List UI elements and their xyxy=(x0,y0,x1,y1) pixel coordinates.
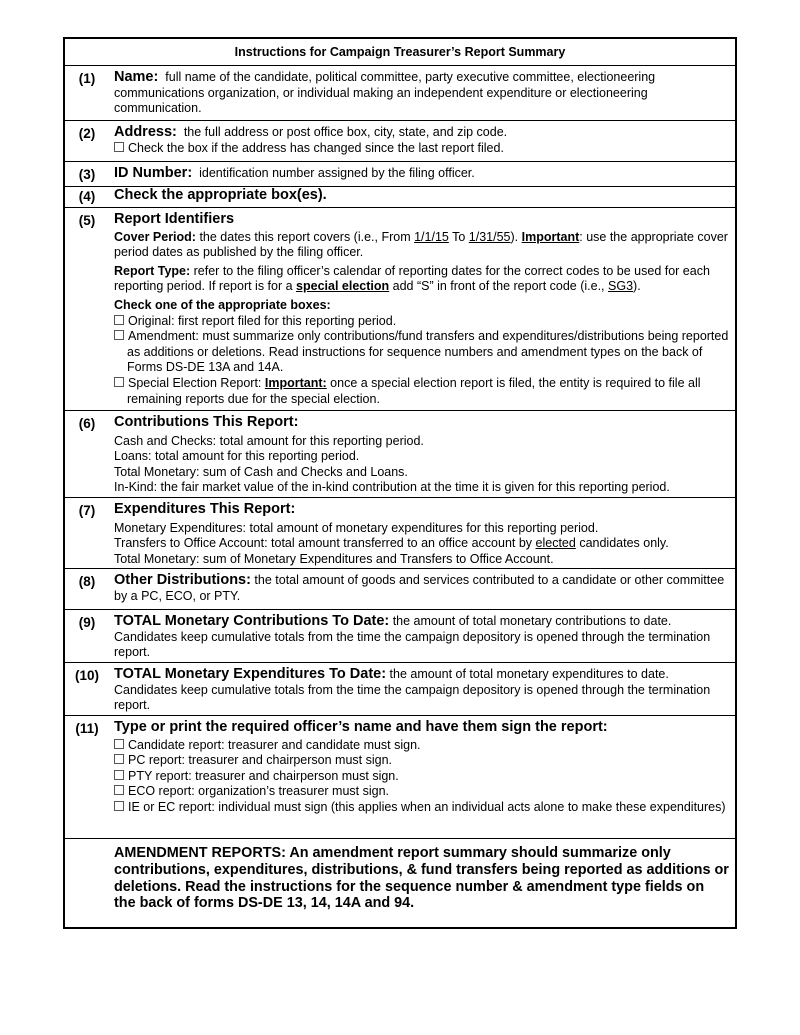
row-report-identifiers xyxy=(65,208,735,411)
row-body xyxy=(109,663,735,715)
row-body xyxy=(109,498,735,568)
row-expenditures xyxy=(65,498,735,569)
expenditure-line: Transfers to Office Account: total amount transferred to an office account by xyxy=(114,536,536,551)
important-label: Important: xyxy=(264,375,327,390)
row-text: the total amount of goods and services contributed to a candidate or other committee by a PC, ECO, or PTY. xyxy=(114,573,725,603)
row-number-empty xyxy=(65,839,109,927)
signature-option: ECO report: organization’s treasurer must sign. xyxy=(128,784,389,799)
contribution-line: In-Kind: the fair market value of the in-kind contribution at the time it is given for this reporting period. xyxy=(114,480,670,495)
row-text: identification number assigned by the filing officer. xyxy=(199,166,475,180)
cover-period-text: : use the appropriate cover period dates as published by the filing officer. xyxy=(114,229,728,260)
checkbox-icon xyxy=(114,770,124,780)
row-label: Type or print the required officer’s name and have them sign the report: xyxy=(114,719,608,735)
row-number: (6) xyxy=(78,416,96,431)
row-text: the amount of total monetary contributions to date. Candidates keep cumulative totals from the time the campaign depository is opened through the termination report. xyxy=(114,614,711,660)
row-label: ID Number: xyxy=(114,165,193,181)
row-label: Contributions This Report: xyxy=(114,414,299,430)
row-total-expenditures xyxy=(65,663,735,716)
contribution-line: Loans: total amount for this reporting period. xyxy=(114,449,360,464)
row-body xyxy=(109,162,735,186)
contribution-line: Total Monetary: sum of Cash and Checks and Loans. xyxy=(114,464,408,479)
row-label: Expenditures This Report: xyxy=(114,501,296,517)
row-other-distributions xyxy=(65,569,735,610)
row-number: (1) xyxy=(78,71,96,86)
instructions-table xyxy=(63,37,737,929)
row-number: (9) xyxy=(78,615,96,630)
checkbox-icon xyxy=(114,754,124,764)
row-label: Address: xyxy=(114,124,177,140)
report-type-label: Report Type: xyxy=(114,263,191,278)
row-body xyxy=(109,716,735,838)
row-text: the full address or post office box, city, state, and zip code. xyxy=(183,125,508,139)
row-label: Name: xyxy=(114,69,159,85)
row-number: (7) xyxy=(78,503,96,518)
cover-to-date: 1/31/55 xyxy=(468,229,511,244)
contribution-line: Cash and Checks: total amount for this reporting period. xyxy=(114,433,424,448)
row-id-number xyxy=(65,162,735,187)
expenditure-line: Monetary Expenditures: total amount of monetary expenditures for this reporting period. xyxy=(114,520,599,535)
report-type-text: add “S” in front of the report code (i.e., xyxy=(389,279,609,294)
check-one-label: Check one of the appropriate boxes: xyxy=(114,297,331,312)
signature-option: PTY report: treasurer and chairperson must sign. xyxy=(128,768,399,783)
row-body xyxy=(109,411,735,497)
table-title: Instructions for Campaign Treasurer’s Report Summary xyxy=(65,39,735,66)
address-changed-text: Check the box if the address has changed since the last report filed. xyxy=(128,140,504,155)
row-name xyxy=(65,66,735,121)
sg3-code: SG3 xyxy=(608,279,634,294)
cover-from-date: 1/1/15 xyxy=(414,229,449,244)
row-label: TOTAL Monetary Expenditures To Date: xyxy=(114,666,387,682)
cover-period-text: ). xyxy=(510,229,522,244)
checkbox-icon xyxy=(114,330,124,340)
cover-period-label: Cover Period: xyxy=(114,229,196,244)
row-number: (3) xyxy=(78,167,96,182)
row-body xyxy=(109,66,735,120)
special-election-option-label: Special Election Report: xyxy=(128,375,265,390)
row-body xyxy=(109,569,735,609)
expenditure-line: Total Monetary: sum of Monetary Expenditures and Transfers to Office Account. xyxy=(114,551,554,566)
row-number: (5) xyxy=(78,213,96,228)
row-body xyxy=(109,187,735,207)
checkbox-icon xyxy=(114,315,124,325)
checkbox-icon xyxy=(114,377,124,387)
row-label: Report Identifiers xyxy=(114,211,235,227)
special-election-label: special election xyxy=(296,279,390,294)
expenditure-line: candidates only. xyxy=(575,536,669,551)
row-body xyxy=(109,121,735,161)
row-number: (2) xyxy=(78,126,96,141)
row-number: (8) xyxy=(78,574,96,589)
report-type-text: ). xyxy=(633,279,641,294)
checkbox-icon xyxy=(114,785,124,795)
checkbox-icon xyxy=(114,801,124,811)
row-label: Check the appropriate box(es). xyxy=(114,187,327,203)
row-amendment-reports xyxy=(65,839,735,927)
row-text: full name of the candidate, political committee, party executive committee, electioneering communications organization, or individual making an independent expenditure or electioneering communication. xyxy=(114,70,656,116)
amendment-option: Amendment: must summarize only contributions/fund transfers and expenditures/distributions being reported as additions or deletions. Read instructions for sequence numbers and amendment types on the back of Forms DS-DE 13A and 14A. xyxy=(127,329,729,375)
row-number: (11) xyxy=(75,721,99,736)
row-label: TOTAL Monetary Contributions To Date: xyxy=(114,613,390,629)
row-label: Other Distributions: xyxy=(114,572,251,588)
signature-option: IE or EC report: individual must sign (this applies when an individual acts alone to make these expenditures) xyxy=(128,799,726,814)
checkbox-icon xyxy=(114,739,124,749)
cover-to-word: To xyxy=(448,229,469,244)
checkbox-icon xyxy=(114,142,124,152)
cover-period-text: the dates this report covers (i.e., From xyxy=(195,229,415,244)
original-option: Original: first report filed for this reporting period. xyxy=(128,313,397,328)
special-election-option-text: once a special election report is filed, the entity is required to file all remaining reports due for the special election. xyxy=(127,375,701,406)
row-number: (10) xyxy=(74,668,99,683)
row-signature xyxy=(65,716,735,839)
signature-option: PC report: treasurer and chairperson must sign. xyxy=(128,753,393,768)
elected-word: elected xyxy=(535,536,576,551)
row-number: (4) xyxy=(78,189,96,204)
amendment-note: AMENDMENT REPORTS: An amendment report summary should summarize only contributions, expenditures, distributions, & fund transfers being reported as additions or deletions. Read the instructions for the sequence number & amendment type fields on the back of forms DS-DE 13, 14, 14A and 94. xyxy=(114,845,729,912)
row-contributions xyxy=(65,411,735,498)
row-total-contributions xyxy=(65,610,735,663)
row-text: the amount of total monetary expenditures to date. Candidates keep cumulative totals from the time the campaign depository is opened through the termination report. xyxy=(114,667,711,713)
row-body xyxy=(109,610,735,662)
row-address xyxy=(65,121,735,162)
row-check-boxes xyxy=(65,187,735,208)
signature-option: Candidate report: treasurer and candidate must sign. xyxy=(128,737,421,752)
row-body xyxy=(109,208,735,410)
important-label: Important xyxy=(521,229,580,244)
report-type-text: refer to the filing officer’s calendar of reporting dates for the correct codes to be used for each reporting period. If report is for a xyxy=(114,263,710,294)
